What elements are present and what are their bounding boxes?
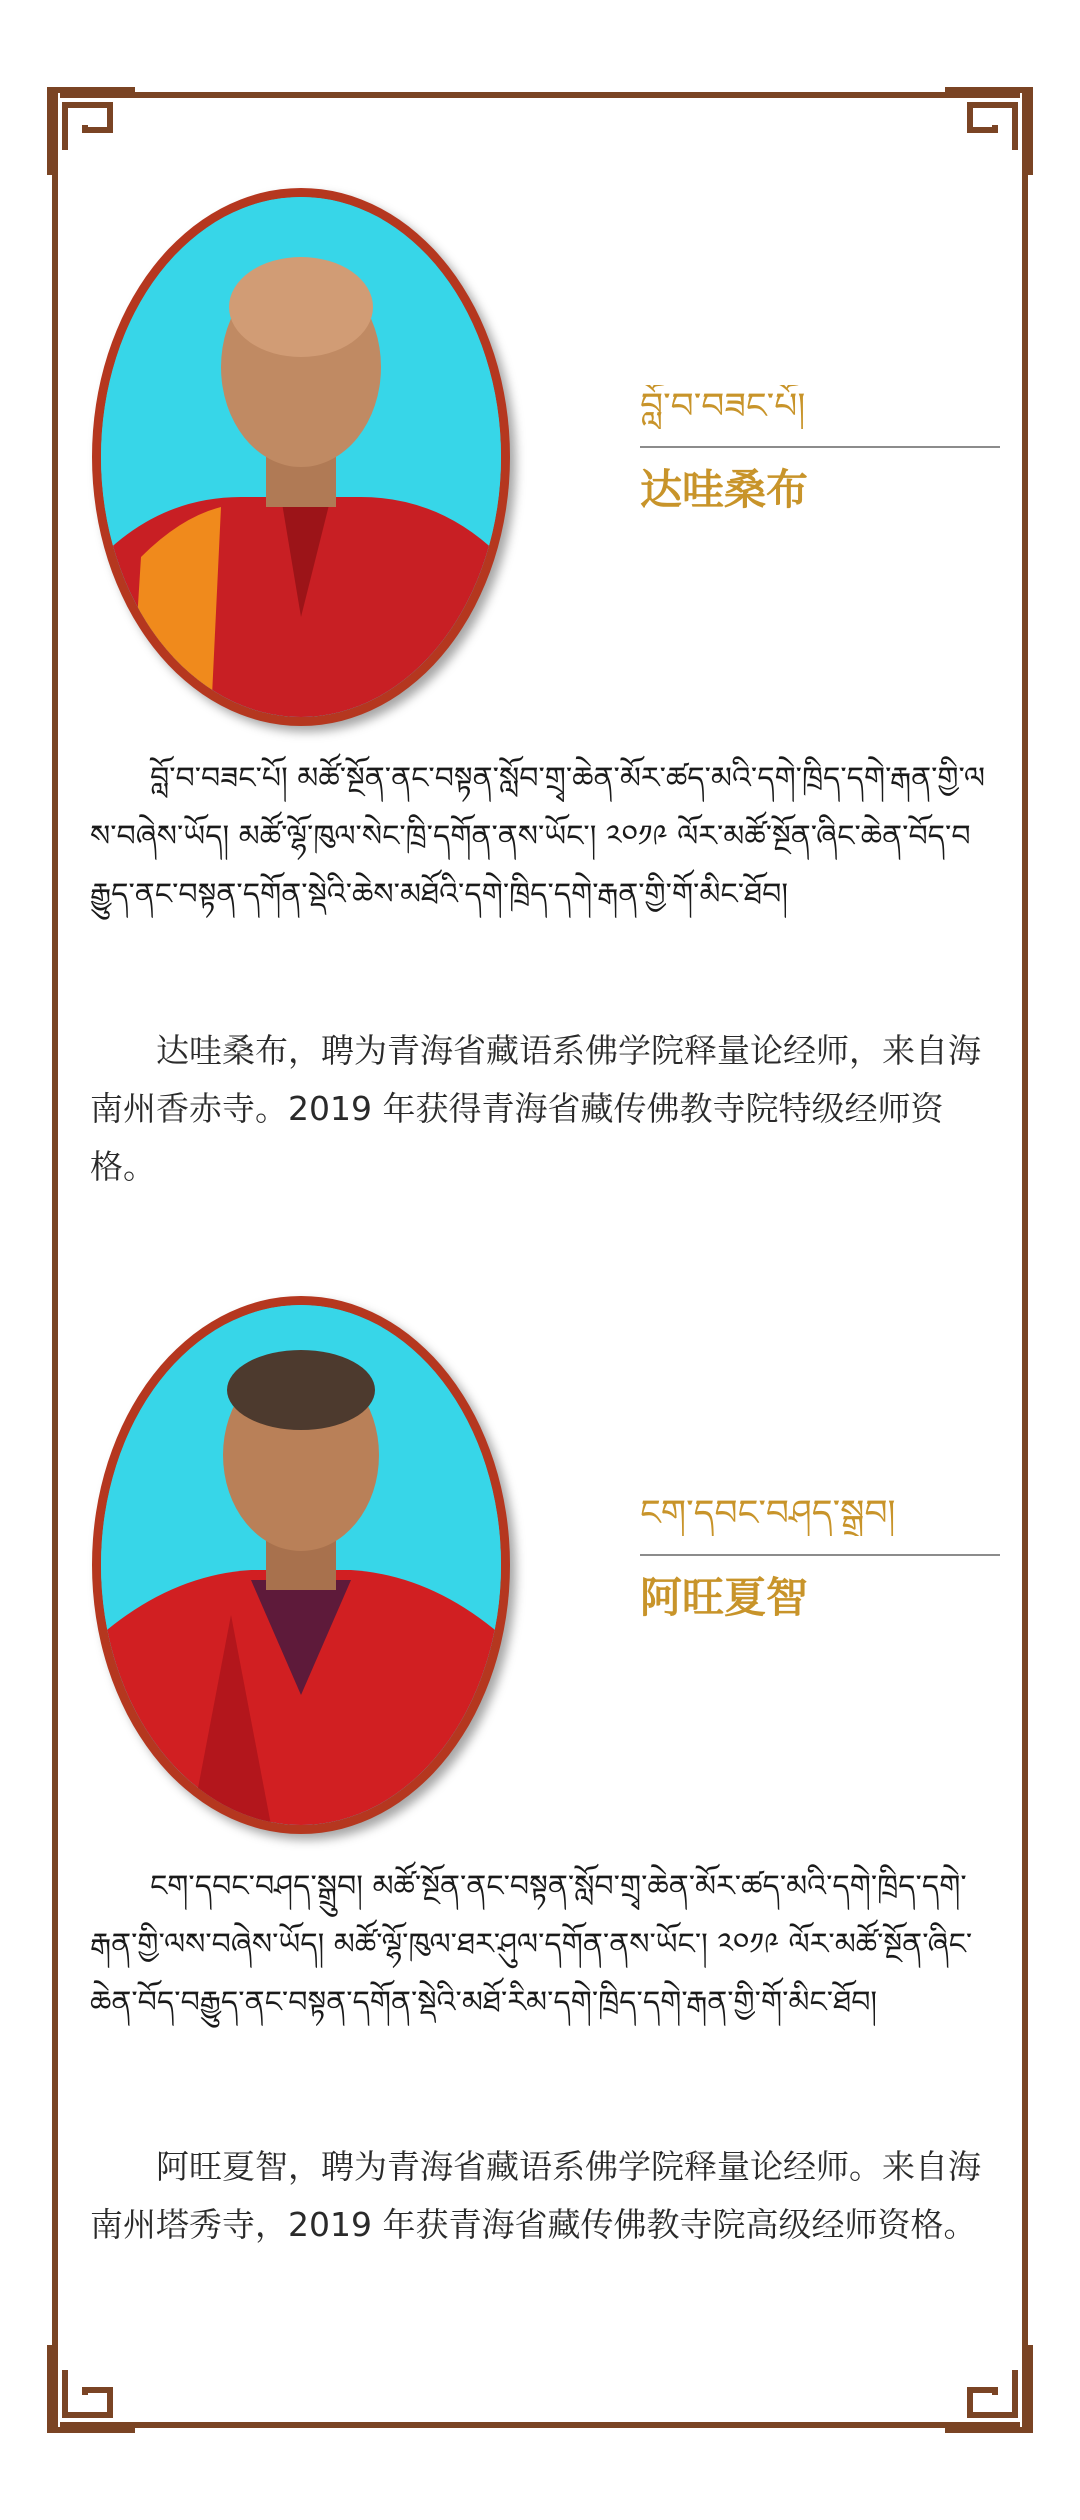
name-divider: [640, 1554, 1000, 1556]
monk-portrait-illustration: [101, 197, 501, 717]
profile-name-tibetan: ངག་དབང་བཤད་སྒྲུབ།: [640, 1493, 896, 1534]
corner-ornament-bottom-right: [940, 2340, 1040, 2440]
corner-ornament-top-left: [40, 80, 140, 180]
portrait-photo: [92, 1296, 510, 1834]
profile-bio-chinese: 达哇桑布，聘为青海省藏语系佛学院释量论经师，来自海南州香赤寺。2019 年获得青海省藏传佛教寺院特级经师资格。: [90, 1031, 981, 1186]
profile-name-chinese: 达哇桑布: [640, 465, 809, 514]
frame-right-border: [1022, 92, 1028, 2428]
frame-left-border: [52, 92, 58, 2428]
profile-bio-chinese: 阿旺夏智，聘为青海省藏语系佛学院释量论经师。来自海南州塔秀寺，2019 年获青海省藏传佛教寺院高级经师资格。: [90, 2147, 981, 2244]
monk-portrait-illustration: [101, 1305, 501, 1825]
name-divider: [640, 446, 1000, 448]
profile-name-chinese: 阿旺夏智: [640, 1573, 809, 1622]
frame-bottom-border: [60, 2422, 1020, 2428]
profile-bio-tibetan: ངག་དབང་བཤད་སྒྲུབ། མཚོ་སྔོན་ནང་བསྟན་སློབ་གྲྭ་ཆེན་མོར་ཚད་མའི་དགེ་ཁྲིད་དགེ་རྒན་གྱི་ལས་བཞེས་ཡོད། མཚོ་ལྷོ་ཁུལ་ཐར་ཤུལ་དགོན་ནས་ཡོང་། ༢༠༡༩ ལོར་མཚོ་སྔོན་ཞིང་ཆེན་བོད་བརྒྱུད་ནང་བསྟན་དགོན་སྡེའི་མཐོ་རིམ་དགེ་ཁྲིད་དགེ་རྒན་གྱི་གོ་མིང་ཐོབ།: [90, 1869, 973, 2020]
frame-top-border: [60, 92, 1020, 98]
portrait-photo: [92, 188, 510, 726]
profile-bio-tibetan: བློ་བ་བཟང་པོ། མཚོ་སྔོན་ནང་བསྟན་སློབ་གྲྭ་ཆེན་མོར་ཚད་མའི་དགེ་ཁྲིད་དགེ་རྒན་གྱི་ལས་བཞེས་ཡོད། མཚོ་ལྷོ་ཁུལ་སེང་ཁྲི་དགོན་ནས་ཡོང་། ༢༠༡༩ ལོར་མཚོ་སྔོན་ཞིང་ཆེན་བོད་བརྒྱུད་ནང་བསྟན་དགོན་སྡེའི་ཆེས་མཐོའི་དགེ་ཁྲིད་དགེ་རྒན་གྱི་གོ་མིང་ཐོབ།: [90, 761, 986, 912]
corner-ornament-bottom-left: [40, 2340, 140, 2440]
corner-ornament-top-right: [940, 80, 1040, 180]
profile-name-tibetan: བློ་བ་བཟང་པོ།: [640, 386, 806, 427]
